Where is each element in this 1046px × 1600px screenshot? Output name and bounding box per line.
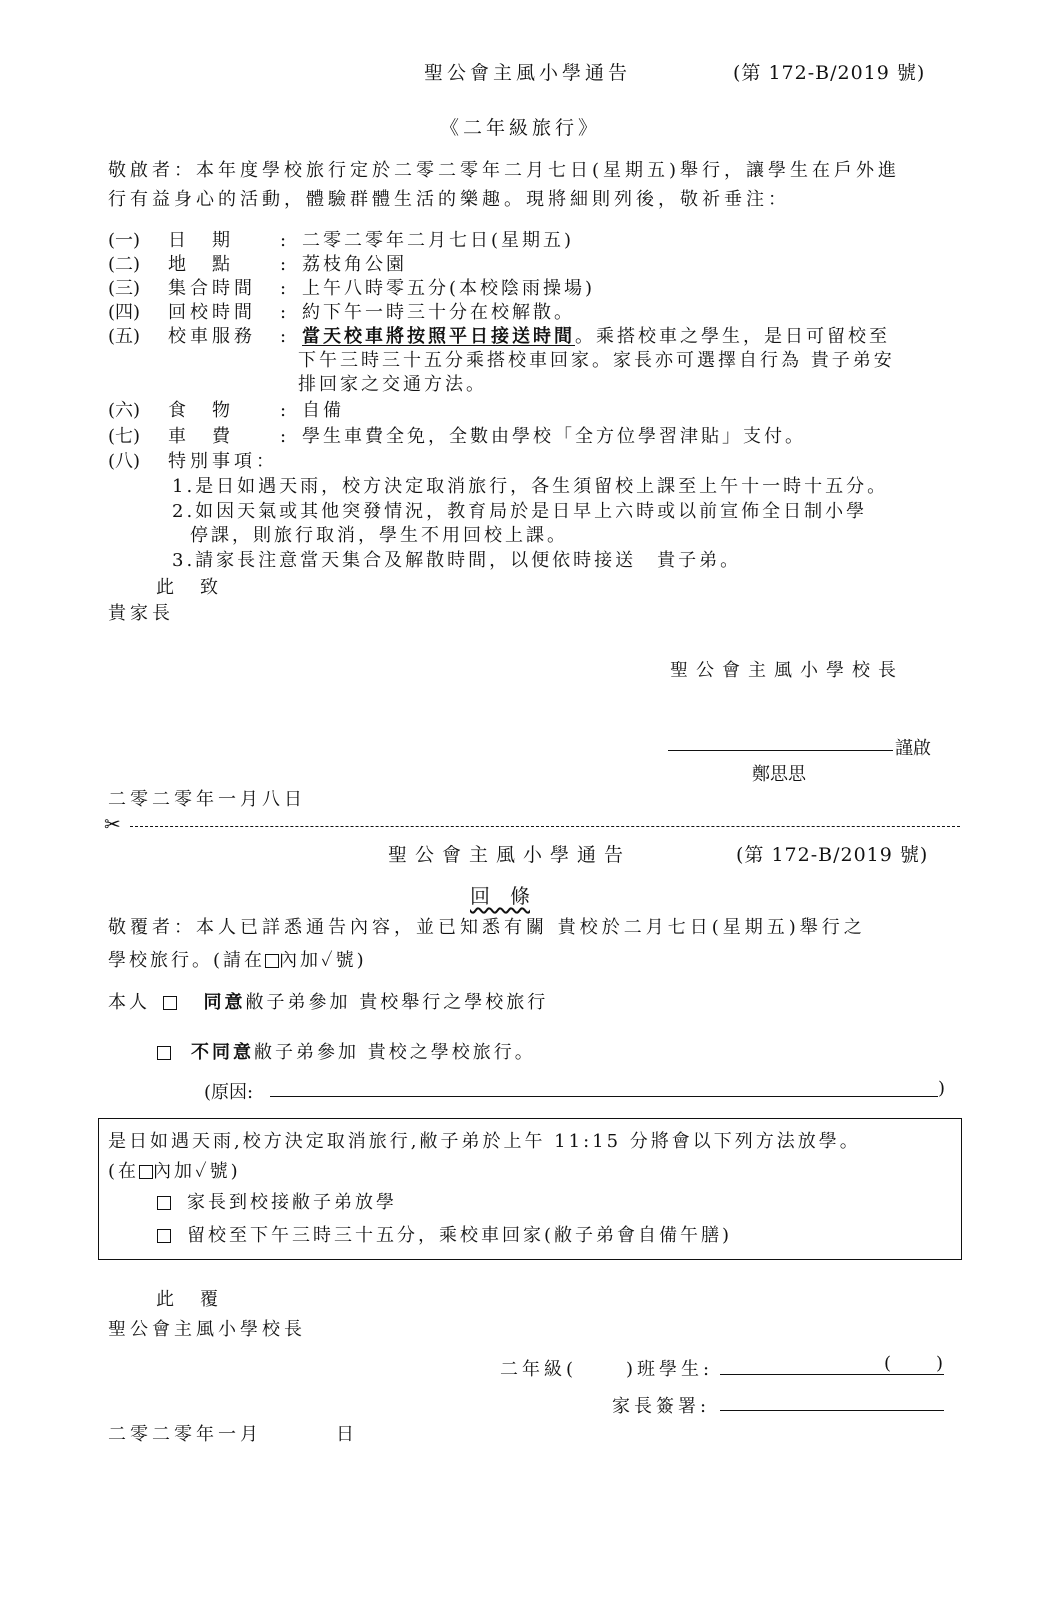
item-number: (八) [108,451,141,472]
class-number-open: ( [884,1353,892,1374]
item-label: 回校時間 [168,302,256,323]
parent-signature-field[interactable] [720,1410,944,1411]
item-value: 。乘搭校車之學生，是日可留校至 [575,326,890,347]
item-number: (一) [108,230,141,251]
check-mark-icon: ✓ [321,950,336,971]
item-value: 荔枝角公園 [302,254,407,275]
class-field[interactable] [584,1352,624,1374]
agree-label: 同意 [203,992,246,1013]
reply-notice-heading: 聖公會主風小學通告 [388,844,632,866]
notice-number: (第 172-B/2019 號) [733,62,926,84]
disagree-row [157,1038,536,1064]
item-number: (六) [108,400,141,421]
agree-checkbox[interactable] [163,996,177,1010]
item-number: (三) [108,278,141,299]
special-note-1: 1.是日如遇天雨，校方決定取消旅行，各生須留校上課至上午十一時十五分。 [172,476,889,497]
item-value: 上午八時零五分(本校陰雨操場) [302,278,596,299]
item-number: (二) [108,254,141,275]
reply-line-2-text: 內加 [279,950,322,971]
jin-qi: 謹啟 [895,738,931,759]
signer-name: 鄭思思 [752,764,806,785]
intro-line-2: 行有益身心的活動，體驗群體生活的樂趣。現將細則列後，敬祈垂注： [108,189,790,210]
reply-line-1: 敬覆者：本人已詳悉通告內容，並已知悉有關 貴校於二月七日(星期五)舉行之 [108,917,866,938]
benren-label: 本人 [108,992,150,1013]
rain-line-2-text: (在 [108,1161,140,1182]
principal-title: 聖公會主風小學校長 [670,660,904,681]
rain-option-1 [157,1188,397,1214]
reply-title: 回 條 [470,884,530,908]
item-value: 自備 [302,400,344,421]
check-mark-icon: ✓ [195,1161,210,1182]
checkbox-sample [265,954,279,968]
notice-title: 《二年級旅行》 [440,117,602,139]
detail-item-assembly-time: (三) 集合時間 : 上午八時零五分(本校陰雨操場) [108,274,595,300]
reply-ci-fu: 此 覆 [156,1289,222,1310]
detail-item-fare: (七) 車 費 : 學生車費全免，全數由學校「全方位學習津貼」支付。 [108,422,806,448]
disagree-label: 不同意 [191,1042,254,1063]
agree-row [108,988,548,1014]
school-bus-checkbox[interactable] [157,1229,171,1243]
item-label: 食 物 [168,400,234,421]
class-label: 二年級( [500,1359,578,1380]
item-number: (七) [108,426,141,447]
special-note-2-cont: 停課，則旅行取消，學生不用回校上課。 [190,525,568,546]
rain-line-1: 是日如遇天雨,校方決定取消旅行,敝子弟於上午 11:15 分將會以下列方法放學。 [108,1131,861,1152]
item-label: 特別事項： [168,451,278,472]
item-label: 車 費 [168,426,234,447]
rain-line-2 [108,1157,241,1183]
rain-line-2-text: 號) [209,1161,241,1182]
agree-text: 敝子弟參加 貴校舉行之學校旅行 [245,992,549,1013]
detail-item-return-time: (四) 回校時間 : 約下午一時三十分在校解散。 [108,298,575,324]
student-label: )班學生: [626,1359,714,1380]
closing-zhi: 此 致 [156,577,222,598]
special-note-3: 3.請家長注意當天集合及解散時間，以便依時接送 貴子弟。 [172,550,742,571]
reason-field[interactable] [270,1096,938,1097]
detail-item-date: (一) 日 期 : 二零二零年二月七日(星期五) [108,226,574,252]
special-note-2: 2.如因天氣或其他突發情況，教育局於是日早上六時或以前宣佈全日制小學 [172,501,868,522]
detail-item-school-bus: (五) 校車服務 : 當天校車將按照平日接送時間。乘搭校車之學生，是日可留校至 [108,322,890,348]
reply-line-2-text: 號) [335,950,367,971]
item-value: 約下午一時三十分在校解散。 [302,302,575,323]
notice-date: 二零二零年一月八日 [108,789,306,810]
parent-pickup-checkbox[interactable] [157,1196,171,1210]
reply-notice-number: (第 172-B/2019 號) [736,844,929,866]
checkbox-sample [139,1165,153,1179]
disagree-text: 敝子弟參加 貴校之學校旅行。 [254,1042,536,1063]
item-number: (五) [108,326,141,347]
reply-line-2-text: 學校旅行。(請在 [108,950,266,971]
reply-date-prefix: 二零二零年一月 [108,1424,262,1445]
item-number: (四) [108,302,141,323]
bus-emphasis-text: 當天校車將按照平日接送時間 [302,326,575,347]
intro-line-1: 敬啟者：本年度學校旅行定於二零二零年二月七日(星期五)舉行，讓學生在戶外進 [108,160,901,181]
item-label: 集合時間 [168,278,256,299]
item-value: 學生車費全免，全數由學校「全方位學習津貼」支付。 [302,426,806,447]
item-value: 二零二零年二月七日(星期五) [302,230,575,251]
detail-item-food: (六) 食 物 : 自備 [108,396,344,422]
item-label: 地 點 [168,254,234,275]
reason-close: ) [938,1078,946,1099]
rain-option-text: 家長到校接敝子弟放學 [187,1192,397,1213]
disagree-checkbox[interactable] [157,1046,171,1060]
reply-line-2 [108,946,367,972]
bus-continuation-2: 排回家之交通方法。 [298,374,487,395]
signature-line [668,750,893,751]
cut-line [130,826,960,827]
bus-continuation-1: 下午三時三十五分乘搭校車回家。家長亦可選擇自行為 貴子弟安 [298,350,895,371]
student-name-field[interactable] [720,1374,944,1375]
parent-sign-label: 家長簽署: [612,1396,711,1417]
reply-date-day: 日 [336,1424,354,1445]
detail-item-location: (二) 地 點 : 荔枝角公園 [108,250,407,276]
scissors-icon: ✂ [104,812,121,836]
reply-principal: 聖公會主風小學校長 [108,1319,306,1340]
class-number-close: ) [936,1353,944,1374]
rain-line-2-text: 內加 [153,1161,196,1182]
item-label: 校車服務 [168,326,256,347]
notice-heading: 聖公會主風小學通告 [424,62,632,84]
closing-recipient: 貴家長 [108,603,174,624]
rain-option-text: 留校至下午三時三十五分，乘校車回家(敝子弟會自備午膳) [187,1225,733,1246]
reason-label: (原因: [204,1082,254,1103]
detail-item-special [108,447,280,473]
item-label: 日 期 [168,230,234,251]
rain-option-2 [157,1221,732,1247]
